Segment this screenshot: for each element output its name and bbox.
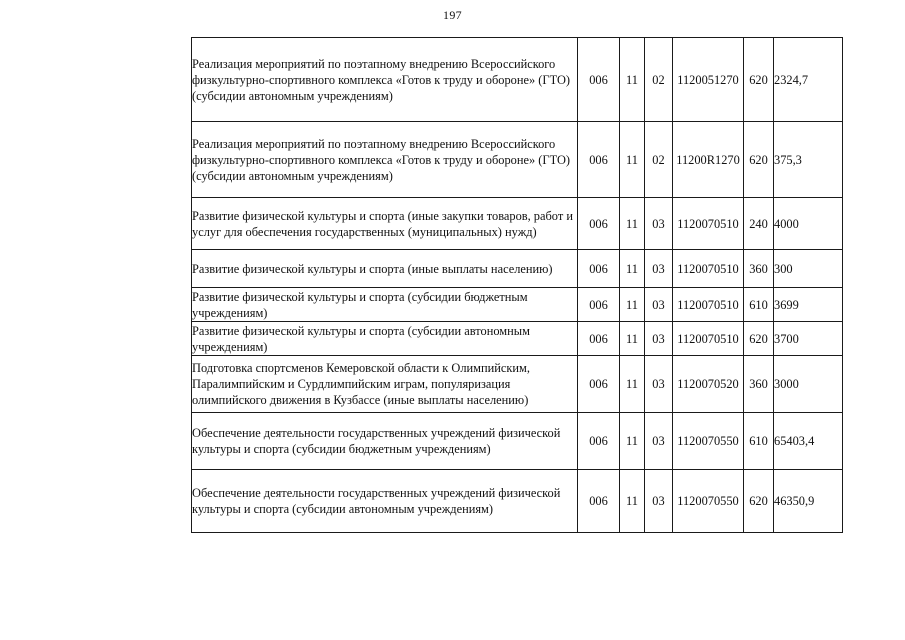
table-row: [192, 198, 843, 250]
subsection-code: 03: [645, 322, 673, 356]
section-code: 11: [620, 356, 645, 413]
amount: 3000: [774, 356, 843, 413]
expense-type-code: 620: [744, 38, 774, 122]
target-article-code: 1120070510: [673, 322, 744, 356]
ministry-code: 006: [578, 322, 620, 356]
expense-type-code: 610: [744, 413, 774, 470]
row-description: Развитие физической культуры и спорта (иные закупки товаров, работ и услуг для обеспечения государственных (муниципальных) нужд): [192, 198, 578, 250]
section-code: 11: [620, 470, 645, 533]
target-article-code: 1120070550: [673, 413, 744, 470]
budget-table: [191, 37, 843, 533]
expense-type-code: 360: [744, 250, 774, 288]
table-row: [192, 356, 843, 413]
expense-type-code: 620: [744, 122, 774, 198]
table-row: [192, 38, 843, 122]
subsection-code: 03: [645, 250, 673, 288]
ministry-code: 006: [578, 198, 620, 250]
expense-type-code: 620: [744, 470, 774, 533]
amount: 46350,9: [774, 470, 843, 533]
table-row: [192, 250, 843, 288]
row-description: Развитие физической культуры и спорта (субсидии бюджетным учреждениям): [192, 288, 578, 322]
subsection-code: 03: [645, 288, 673, 322]
section-code: 11: [620, 250, 645, 288]
row-description: Развитие физической культуры и спорта (иные выплаты населению): [192, 250, 578, 288]
row-description: Реализация мероприятий по поэтапному внедрению Всероссийского физкультурно-спортивного комплекса «Готов к труду и обороне» (ГТО) (субсидии автономным учреждениям): [192, 38, 578, 122]
section-code: 11: [620, 198, 645, 250]
target-article-code: 1120070550: [673, 470, 744, 533]
ministry-code: 006: [578, 413, 620, 470]
row-description: Развитие физической культуры и спорта (субсидии автономным учреждениям): [192, 322, 578, 356]
page-number: 197: [443, 8, 462, 22]
section-code: 11: [620, 288, 645, 322]
amount: 4000: [774, 198, 843, 250]
subsection-code: 03: [645, 198, 673, 250]
row-description: Обеспечение деятельности государственных учреждений физической культуры и спорта (субсидии автономным учреждениям): [192, 470, 578, 533]
row-description: Подготовка спортсменов Кемеровской области к Олимпийским, Паралимпийским и Сурдлимпийским играм, популяризация олимпийского движения в Кузбассе (иные выплаты населению): [192, 356, 578, 413]
table-row: [192, 470, 843, 533]
ministry-code: 006: [578, 470, 620, 533]
ministry-code: 006: [578, 38, 620, 122]
table-row: [192, 413, 843, 470]
target-article-code: 11200R1270: [673, 122, 744, 198]
table-row: [192, 288, 843, 322]
expense-type-code: 360: [744, 356, 774, 413]
subsection-code: 03: [645, 356, 673, 413]
subsection-code: 03: [645, 470, 673, 533]
subsection-code: 02: [645, 122, 673, 198]
target-article-code: 1120070510: [673, 288, 744, 322]
subsection-code: 02: [645, 38, 673, 122]
target-article-code: 1120070510: [673, 198, 744, 250]
expense-type-code: 610: [744, 288, 774, 322]
amount: 2324,7: [774, 38, 843, 122]
expense-type-code: 240: [744, 198, 774, 250]
ministry-code: 006: [578, 288, 620, 322]
table-row: [192, 322, 843, 356]
row-description: Обеспечение деятельности государственных учреждений физической культуры и спорта (субсидии бюджетным учреждениям): [192, 413, 578, 470]
amount: 300: [774, 250, 843, 288]
expense-type-code: 620: [744, 322, 774, 356]
target-article-code: 1120070510: [673, 250, 744, 288]
target-article-code: 1120070520: [673, 356, 744, 413]
amount: 65403,4: [774, 413, 843, 470]
table-row: [192, 122, 843, 198]
amount: 375,3: [774, 122, 843, 198]
section-code: 11: [620, 38, 645, 122]
section-code: 11: [620, 413, 645, 470]
ministry-code: 006: [578, 250, 620, 288]
subsection-code: 03: [645, 413, 673, 470]
row-description: Реализация мероприятий по поэтапному внедрению Всероссийского физкультурно-спортивного комплекса «Готов к труду и обороне» (ГТО) (субсидии автономным учреждениям): [192, 122, 578, 198]
section-code: 11: [620, 122, 645, 198]
amount: 3699: [774, 288, 843, 322]
target-article-code: 1120051270: [673, 38, 744, 122]
section-code: 11: [620, 322, 645, 356]
amount: 3700: [774, 322, 843, 356]
ministry-code: 006: [578, 122, 620, 198]
ministry-code: 006: [578, 356, 620, 413]
